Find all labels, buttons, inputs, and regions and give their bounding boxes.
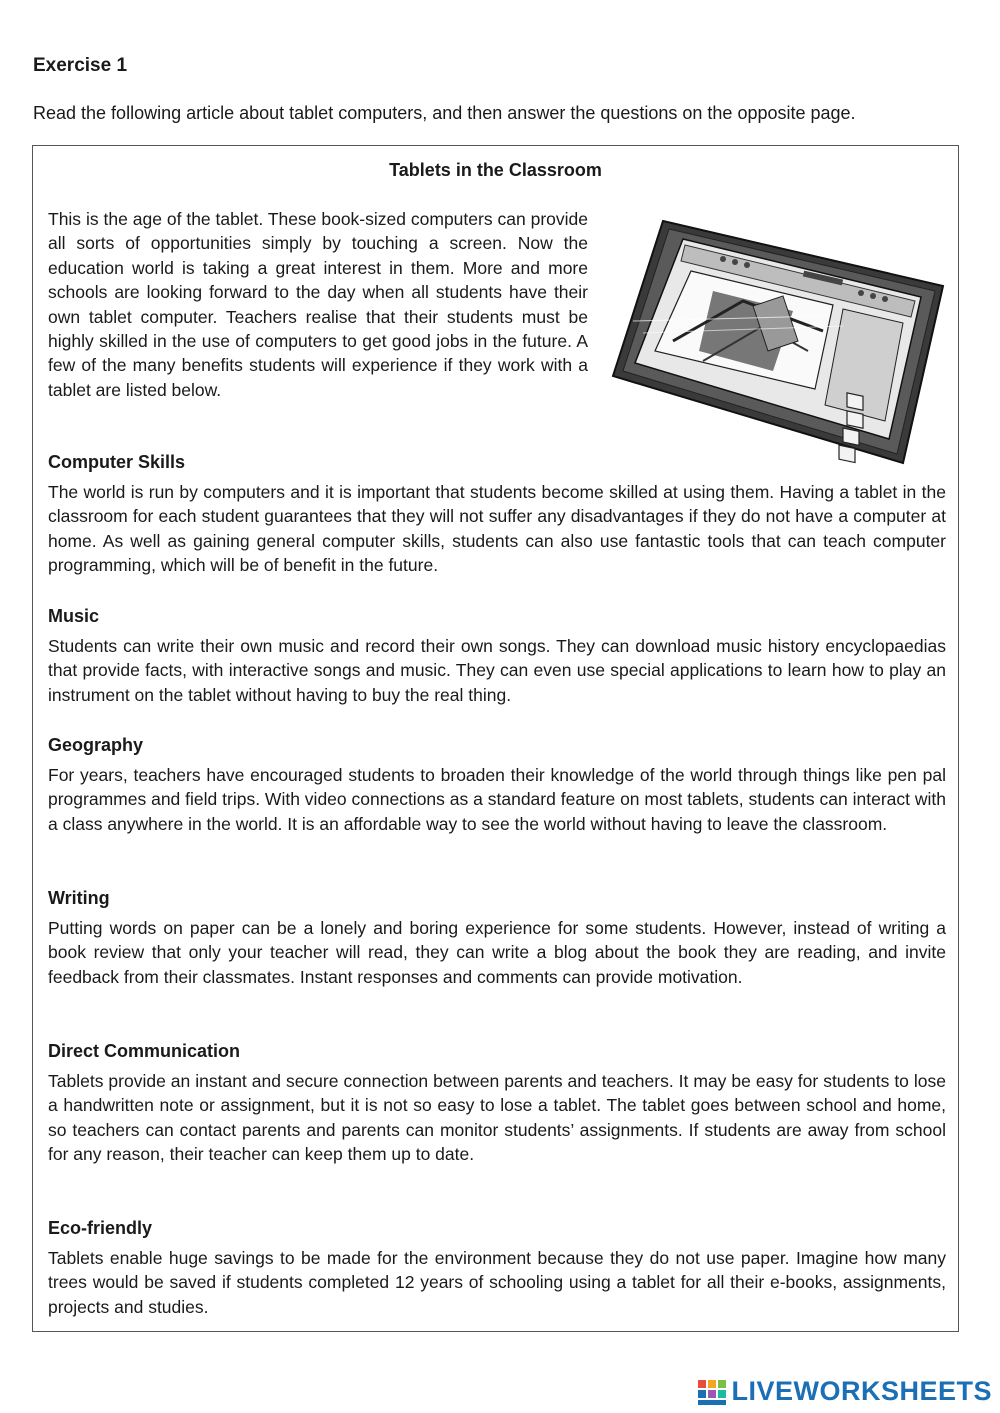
exercise-title: Exercise 1 [33,55,128,76]
section-body: Tablets enable huge savings to be made for the environment because they do not use paper. Imagine how many trees would be saved if students completed 12 years of schooling using a tablet for all their e-books, assignments, projects and studies. [48,1248,946,1317]
section-writing [48,887,946,989]
section-geography [48,734,946,836]
liveworksheets-logo-icon [697,1377,727,1407]
instructions: Read the following article about tablet computers, and then answer the questions on the opposite page. [33,103,856,123]
section-heading: Writing [48,888,110,908]
article-box [32,145,959,1332]
liveworksheets-logo[interactable] [697,1376,992,1407]
section-body: For years, teachers have encouraged students to broaden their knowledge of the world through things like pen pal programmes and field trips. With video connections as a standard feature on most tablets, students can interact with a class anywhere in the world. It is an affordable way to see the world without having to leave the classroom. [48,765,946,834]
section-heading: Music [48,606,100,626]
section-music [48,605,946,707]
tablet-illustration [603,201,953,471]
section-direct-communication [48,1040,946,1167]
section-heading: Geography [48,735,144,755]
section-body: Putting words on paper can be a lonely and boring experience for some students. However, instead of writing a book review that only your teacher will read, they can write a blog about the book they are reading, and invite feedback from their classmates. Instant responses and comments can provide motivation. [48,918,946,987]
section-body: Tablets provide an instant and secure connection between parents and teachers. It may be easy for students to lose a handwritten note or assignment, but it is not so easy to lose a tablet. The tablet goes between school and home, so teachers can contact parents and parents can monitor students’ assignments. If students are away from school for any reason, their teacher can keep them up to date. [48,1071,946,1165]
section-computer-skills [48,451,946,578]
article-intro: This is the age of the tablet. These book-sized computers can provide all sorts of opportunities simply by touching a screen. Now the education world is taking a great interest in them. More and more schools are looking forward to the day when all students have their own tablet computer. Teachers realise that their students must be highly skilled in the use of computers to get good jobs in the future. A few of the many benefits students will experience if they work with a tablet are listed below. [48,209,588,400]
section-body: Students can write their own music and record their own songs. They can download music history encyclopaedias that provide facts, with interactive songs and music. They can even use special applications to learn how to play an instrument on the tablet without having to buy the real thing. [48,636,946,705]
article-title: Tablets in the Classroom [389,160,602,180]
section-heading: Eco-friendly [48,1218,153,1238]
section-heading: Direct Communication [48,1041,241,1061]
section-body: The world is run by computers and it is important that students become skilled at using them. Having a tablet in the classroom for each student guarantees that they will not suffer any disadvantages if they do not have a computer at home. As well as gaining general computer skills, students can also use fantastic tools that can teach computer programming, which will be of benefit in the future. [48,482,946,576]
section-eco-friendly [48,1217,946,1319]
liveworksheets-logo-text: LIVEWORKSHEETS [731,1376,992,1406]
section-heading: Computer Skills [48,452,186,472]
